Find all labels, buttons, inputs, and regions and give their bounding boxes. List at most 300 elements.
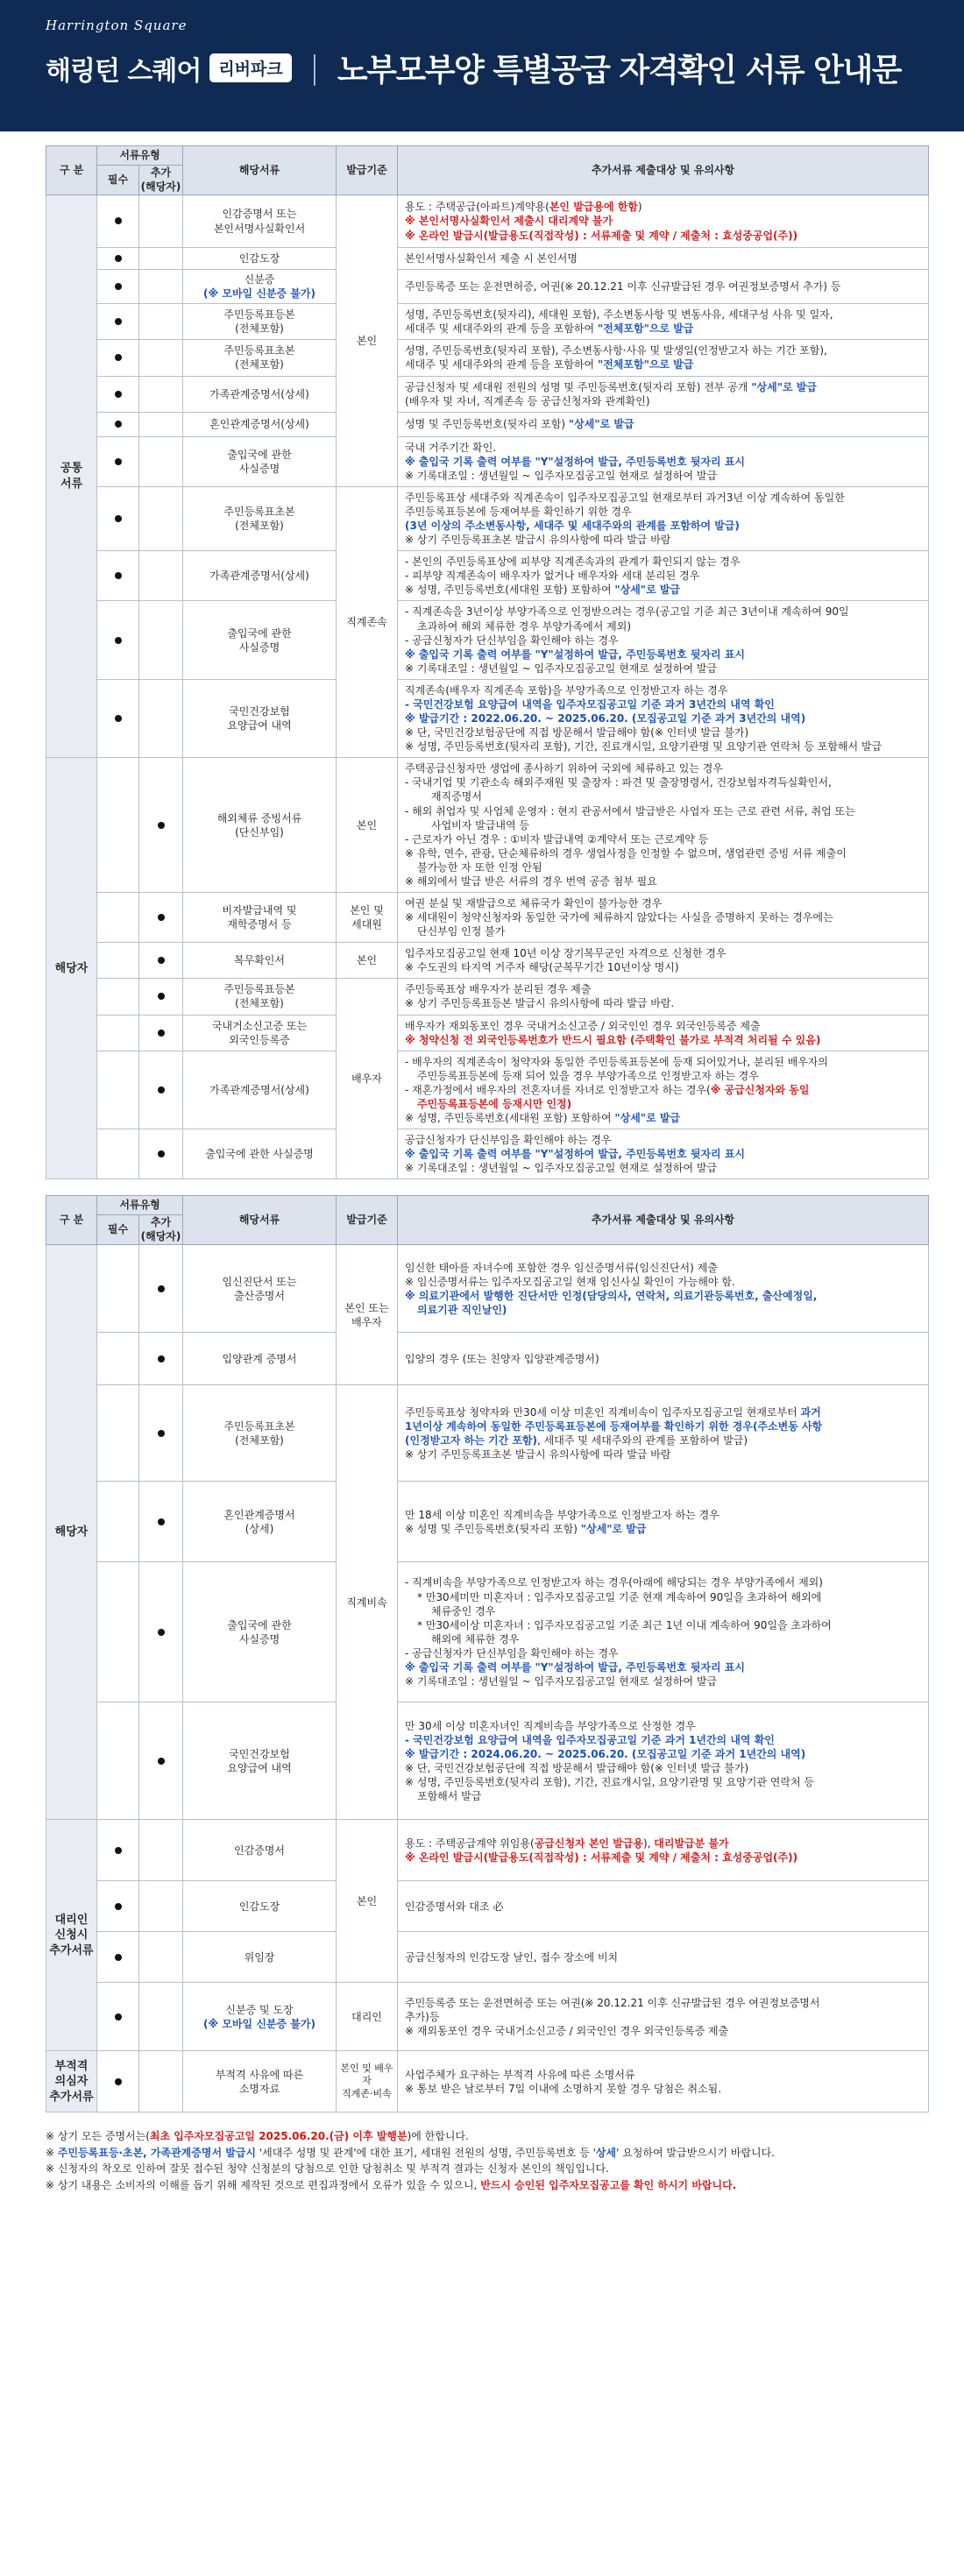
text-line: [405, 697, 921, 711]
text-line: [187, 1632, 332, 1646]
document-name: [183, 1820, 337, 1881]
additional-dot: [158, 1086, 165, 1093]
col-basis: 발급기준: [337, 146, 398, 195]
text-line: [405, 874, 921, 888]
basis-self: 본인: [337, 943, 398, 979]
text-line: [405, 2010, 921, 2024]
text-line: [405, 519, 921, 533]
notes-cell: [398, 1562, 929, 1702]
text-segment: 공급신청자 본인 발급용: [534, 1836, 643, 1850]
text-segment: 만 30세 이상 미혼자녀인 직계비속을 부양가족으로 산정한 경우: [405, 1719, 696, 1732]
text-segment: 재학증명서 등: [227, 918, 292, 931]
text-segment: ※ 상기 주민등록표초본 발급시 유의사항에 따라 발급 바람: [405, 1447, 671, 1461]
text-segment: ※ 공급신청자와 동일: [710, 1083, 810, 1096]
col-notes: 추가서류 제출대상 및 유의사항: [398, 1196, 929, 1245]
text-segment: ※ 의료기관에서 발행한 진단서만 인정(담당의사, 연락처, 의료기관등록번호, 출산예정일,: [405, 1289, 818, 1302]
document-name: [183, 1932, 337, 1983]
text-line: [187, 417, 332, 431]
text-segment: 복무확인서: [234, 954, 285, 967]
text-segment: 직계존속(배우자 직계존속 포함)을 부양가족으로 인정받고자 하는 경우: [405, 683, 728, 697]
text-segment: (전체포함): [235, 358, 284, 372]
text-segment: ※ 청약신청 전 외국인등록번호가 반드시 필요함 (주택확인 불가로 부적격 처리될 수 있음): [405, 1033, 821, 1046]
text-segment: 위임장: [244, 1950, 275, 1964]
text-segment: "상세"로 발급: [751, 380, 817, 393]
text-line: [187, 1747, 332, 1761]
text-line: [405, 1069, 921, 1083]
text-line: [405, 711, 921, 725]
additional-dot: [158, 1430, 165, 1437]
text-segment: ※ 성명, 주민등록번호(세대원 포함) 포함하여: [405, 1111, 615, 1124]
text-segment: (인정받고자 하는 기간 포함): [405, 1433, 538, 1447]
text-line: [405, 533, 921, 547]
text-line: [187, 322, 332, 336]
text-line: [405, 1836, 921, 1851]
text-segment: 출입국에 관한 사실증명: [205, 1148, 314, 1161]
text-line: [405, 308, 921, 322]
notes-cell: [398, 1333, 929, 1385]
text-line: [405, 280, 921, 294]
text-segment: 해외체류 증빙서류: [216, 811, 302, 824]
document-name: [183, 2051, 337, 2112]
text-segment: ※ 상기 주민등록표초본 발급시 유의사항에 따라 발급 바람: [405, 534, 671, 547]
text-segment: 만 18세 이상 미혼인 직계비속을 부양가족으로 인정받고자 하는 경우: [405, 1508, 719, 1521]
notes-cell: [398, 248, 929, 270]
text-segment: "상세"로 발급: [580, 1522, 647, 1535]
text-segment: ※ 본인서명사실확인서 제출시 대리계약 불가: [405, 215, 613, 228]
document-name: [183, 1983, 337, 2051]
text-line: [187, 569, 332, 583]
required-dot: [115, 391, 122, 398]
text-line: [405, 1660, 921, 1674]
text-line: [405, 846, 921, 860]
text-segment: 주민등록표등본에 등재 되어 있을 경우 부양가족으로 인정받고자 하는 경우: [417, 1069, 759, 1082]
document-name: [183, 1482, 337, 1562]
text-segment: - 배우자의 직계존속이 청약자와 동일한 주민등록표등본에 등재 되어있거나, 분리된 배우자의: [405, 1055, 828, 1068]
text-segment: ※ 신청자의 착오로 인하여 잘못 접수된 청약 신청분의 당첨으로 인한 당첨취소 및 부적격 결과는 신청자 본인의 책임입니다.: [46, 2162, 609, 2176]
text-segment: 주민등록증 또는 운전면허증 또는 여권(※ 20.12.21 이후 신규발급된 경우 여권정보증명서: [405, 1996, 820, 2009]
text-segment: 국민건강보험: [229, 704, 290, 718]
document-name: [183, 412, 337, 436]
col-doc-type: 서류유형: [97, 1196, 183, 1215]
text-segment: 대리발급분 불가: [654, 1836, 729, 1850]
text-segment: (※ 모바일 신분증 불가): [203, 2017, 315, 2030]
text-line: [405, 1289, 921, 1303]
text-line: [405, 633, 921, 648]
text-segment: * 만30세미만 미혼자녀 : 입주자모집공고일 기준 현재 계속하여 90일을 초과하여 해외에: [417, 1590, 822, 1603]
text-segment: - 직계존속을 3년이상 부양가족으로 인정받으려는 경우(공고일 기준 최근 3년이내 계속하여 90일: [405, 605, 849, 619]
text-line: [187, 1522, 332, 1536]
text-segment: 주민등록표상 배우자가 분리된 경우 제출: [405, 983, 592, 996]
text-segment: 용도 : 주택공급(아파트)계약용(: [405, 201, 549, 214]
text-segment: 세대주 및 세대주와의 관계 등을 포함하여: [405, 322, 598, 336]
text-line: [405, 214, 921, 228]
document-name: [183, 1562, 337, 1702]
text-segment: - 국민건강보험 요양급여 내역을 입주자모집공고일 기준 과거 3년간의 내역 확인: [405, 697, 775, 711]
text-line: [405, 1575, 921, 1589]
document-name: [183, 376, 337, 412]
text-segment: "상세"로 발급: [614, 1111, 681, 1124]
text-line: [187, 1033, 332, 1047]
text-line: [187, 222, 332, 236]
text-line: [405, 1019, 921, 1033]
text-line: [187, 2003, 332, 2017]
text-line: [405, 357, 921, 372]
text-segment: 인감도장: [238, 1900, 280, 1913]
text-segment: 공급신청자의 인감도장 날인, 접수 장소에 비치: [405, 1950, 619, 1964]
basis-ascendant: 직계존속: [337, 486, 398, 757]
basis-agent: 대리인: [337, 1983, 398, 2051]
text-line: [187, 1289, 332, 1303]
text-segment: ※ 단, 국민건강보험공단에 직접 방문해서 발급해야 함(※ 인터넷 발급 불가): [405, 726, 749, 740]
text-segment: - 피부양 직계존속이 배우자가 없거나 배우자와 세대 분리된 경우: [405, 570, 700, 583]
col-gubun: 구 분: [46, 146, 97, 195]
required-dot: [115, 515, 122, 522]
notes-cell: [398, 304, 929, 340]
notes-cell: [398, 436, 929, 486]
col-doc-type: 서류유형: [97, 146, 183, 166]
text-line: [405, 804, 921, 818]
required-dot: [115, 354, 122, 361]
text-segment: 주민등록표상 세대주와 직계존속이 입주자모집공고일 현재로부터 과거3년 이상 계속하여 동일한: [405, 491, 845, 504]
required-dot: [115, 255, 122, 262]
additional-dot: [158, 1285, 165, 1292]
notes-cell: [398, 551, 929, 601]
text-line: [405, 1851, 921, 1865]
text-line: [187, 207, 332, 221]
text-segment: * 만30세이상 미혼자녀 : 입주자모집공고일 기준 최근 1년 이내 계속하여 90일을 초과하여: [417, 1618, 832, 1631]
text-line: [187, 1083, 332, 1097]
text-segment: 비자발급내역 및: [222, 904, 297, 916]
text-segment: 혼인관계증명서(상세): [209, 418, 309, 431]
text-segment: ※ 발급기간 : 2022.06.20. ~ 2025.06.20. (모집공고일 기준 과거 3년간의 내역): [405, 712, 806, 725]
text-line: [187, 357, 332, 372]
text-segment: 추가)등: [405, 2010, 440, 2023]
document-name: [183, 304, 337, 340]
text-segment: ※ 임신증명서류는 입주자모집공고일 현재 임신사실 확인이 가능해야 함.: [405, 1275, 735, 1288]
text-line: [405, 1097, 921, 1111]
text-line: [405, 469, 921, 483]
text-segment: (전체포함): [235, 520, 284, 533]
text-segment: 주민등록표등본: [223, 308, 295, 322]
text-segment: 인감증명서와 대조 必: [405, 1900, 504, 1913]
text-segment: 입양의 경우 (또는 친양자 입양관계증명서): [405, 1352, 599, 1365]
text-segment: ※ 통보 받은 날로부터 7일 이내에 소명하지 못할 경우 당첨은 취소됨.: [405, 2082, 722, 2095]
text-line: [405, 946, 921, 960]
text-line: [187, 1147, 332, 1161]
text-segment: 사실증명: [238, 640, 280, 654]
document-name: [183, 1881, 337, 1932]
text-segment: 입주자모집공고일 현재 10년 이상 장기복무군인 자격으로 신청한 경우: [405, 947, 727, 960]
text-line: [187, 917, 332, 931]
text-line: [405, 322, 921, 336]
text-segment: ※ 성명, 주민등록번호(뒷자리 포함), 기간, 진료개시일, 요양기관명 및 요양기관 연락처 등: [405, 1775, 814, 1788]
text-line: [187, 505, 332, 519]
required-dot: [115, 217, 122, 224]
text-segment: 공급신청자가 단신부임을 확인해야 하는 경우: [405, 1134, 612, 1147]
notes-cell: [398, 1983, 929, 2051]
text-segment: 요양급여 내역: [227, 1761, 292, 1774]
text-segment: 여권 분실 및 재발급으로 체류국가 확인이 불가능한 경우: [405, 896, 663, 909]
text-line: [405, 1618, 921, 1632]
brand-logo: Harrington Square: [46, 18, 188, 33]
text-segment: 출산증명서: [234, 1289, 285, 1302]
text-segment: 체류중인 경우: [431, 1604, 496, 1617]
document-name: [183, 979, 337, 1015]
document-name: [183, 892, 337, 942]
document-name: [183, 758, 337, 893]
text-line: [405, 1111, 921, 1125]
text-segment: - 직계비속을 부양가족으로 인정받고자 하는 경우(아래에 해당되는 경우 부양가족에서 제외): [405, 1576, 823, 1589]
text-segment: ※ 출입국 기록 출력 여부를 "Y"설정하여 발급, 주민등록번호 뒷자리 표시: [405, 1148, 746, 1161]
text-segment: ※ 기록대조일 : 생년월일 ~ 입주자모집공고일 현재로 설정하여 발급: [405, 662, 718, 675]
text-segment: 성명 및 주민등록번호(뒷자리 포함): [405, 418, 569, 431]
text-segment: 가족관계증명서(상세): [209, 570, 309, 583]
document-name: [183, 248, 337, 270]
text-segment: (상세): [245, 1522, 274, 1535]
text-segment: 인감도장: [238, 252, 280, 265]
text-segment: ※ 성명, 주민등록번호(세대원 포함) 포함하여: [405, 584, 615, 597]
required-dot: [115, 318, 122, 325]
text-segment: 배우자가 재외동포인 경우 국내거소신고증 / 외국인인 경우 외국인등록증 제출: [405, 1019, 761, 1032]
text-segment: 주민등록표등·초본, 가족관계증명서 발급시: [57, 2146, 257, 2159]
text-line: [187, 448, 332, 462]
text-segment: (배우자 및 자녀, 직계존속 등 공급신청자와 관계확인): [405, 394, 650, 407]
text-line: [187, 704, 332, 718]
text-segment: ),: [642, 1836, 655, 1850]
text-line: [405, 555, 921, 569]
text-line: [46, 2145, 929, 2162]
documents-table-1: [46, 145, 929, 1179]
text-line: [405, 1303, 921, 1317]
text-line: [405, 441, 921, 455]
text-segment: ※ 상기 모든 증명서는(: [46, 2130, 150, 2143]
text-line: [405, 1900, 921, 1914]
col-basis: 발급기준: [337, 1196, 398, 1245]
text-line: [405, 455, 921, 469]
required-dot: [115, 715, 122, 722]
text-line: [187, 1950, 332, 1964]
required-dot: [115, 421, 122, 428]
additional-dot: [158, 1758, 165, 1765]
text-segment: ※ 재외동포인 경우 국내거소신고증 / 외국인인 경우 외국인등록증 제출: [405, 2024, 729, 2037]
text-segment: 출입국에 관한: [227, 626, 292, 640]
text-line: [187, 2068, 332, 2082]
basis-self: 본인: [337, 1820, 398, 1983]
header-banner: [0, 0, 964, 131]
text-segment: - 국내기업 및 기관소속 해외주재원 및 출장자 : 파견 및 출장명령서, 건강보험자격득실확인서,: [405, 776, 832, 789]
required-dot: [115, 1903, 122, 1910]
document-name: [183, 270, 337, 304]
basis-self: 본인: [337, 758, 398, 893]
text-segment: 성명, 주민등록번호(뒷자리 포함), 주소변동사항·사유 및 발생일(인정받고자 하는 기간 포함),: [405, 344, 827, 357]
notes-cell: [398, 979, 929, 1015]
notes-cell: [398, 1881, 929, 1932]
text-segment: ※ 유학, 연수, 관광, 단순체류하의 경우 생업사정을 인정할 수 없으며, 생업관련 증빙 서류 제출이: [405, 846, 847, 860]
text-line: [405, 1646, 921, 1660]
text-line: [405, 1055, 921, 1069]
text-segment: 1년이상 계속하여 동일한 주민등록표등본에 등재여부를 확인하기 위한 경우(주소변동 사항: [405, 1419, 823, 1433]
notes-cell: [398, 486, 929, 550]
text-line: [187, 1019, 332, 1033]
text-segment: - 재혼가정에서 배우자의 전혼자녀를 자녀로 인정받고자 하는 경우(: [405, 1083, 711, 1096]
text-segment: ※ 출입국 기록 출력 여부를 "Y"설정하여 발급, 주민등록번호 뒷자리 표시: [405, 648, 746, 661]
text-segment: 최초 입주자모집공고일 2025.06.20.(금) 이후 발행분: [149, 2130, 408, 2143]
document-name: [183, 436, 337, 486]
text-segment: , 세대주 및 세대주와의 관계를 포함하여 발급): [537, 1433, 748, 1447]
text-line: [46, 2161, 929, 2177]
required-dot: [115, 637, 122, 644]
text-line: [405, 200, 921, 214]
additional-dot: [158, 957, 165, 964]
text-segment: 주민등록표등본: [223, 983, 295, 996]
text-segment: (3년 이상의 주소변동사항, 세대주 및 세대주와의 관계를 포함하여 발급): [405, 520, 740, 533]
text-segment: 요양급여 내역: [227, 719, 292, 732]
text-segment: 주민등록표초본: [223, 344, 295, 357]
text-segment: ※ 상기 내용은 소비자의 이해를 돕기 위해 제작된 것으로 편집과정에서 오류가 있을 수 있으니,: [46, 2179, 481, 2192]
text-segment: 신분증: [244, 273, 275, 287]
text-segment: ※ 성명 및 주민등록번호(뒷자리 포함): [405, 1522, 581, 1535]
text-line: [187, 626, 332, 640]
text-line: [187, 1508, 332, 1522]
text-line: [46, 2128, 929, 2145]
additional-dot: [158, 1030, 165, 1037]
text-line: [405, 1950, 921, 1964]
text-segment: "상세"로 발급: [568, 418, 634, 431]
text-line: [187, 1275, 332, 1289]
footer-notes: [46, 2128, 929, 2193]
text-segment: 반드시 승인된 입주자모집공고를 확인 하시기 바랍니다.: [480, 2179, 737, 2192]
text-segment: (전체포함): [235, 1433, 284, 1447]
page-title: 노부모부양 특별공급 자격확인 서류 안내문: [337, 53, 901, 88]
text-segment: 단신부임 인정 불가: [417, 925, 506, 938]
text-segment: 주민등록증 또는 운전면허증, 여권(※ 20.12.21 이후 신규발급된 경우 여권정보증명서 추가) 등: [405, 280, 841, 294]
document-name: [183, 551, 337, 601]
basis-self: 본인: [337, 195, 398, 487]
text-line: [187, 287, 332, 301]
text-line: [187, 996, 332, 1010]
text-segment: 인감증명서: [234, 1844, 285, 1857]
text-line: [405, 1632, 921, 1646]
text-segment: 의료기관 직인날인): [417, 1303, 507, 1316]
notes-cell: [398, 412, 929, 436]
required-dot: [115, 1847, 122, 1854]
text-segment: ※ 온라인 발급시(발급용도(직접작성) : 서류제출 및 계약 / 제출처 : 효성중공업(주)): [405, 1851, 798, 1864]
text-segment: 초과하여 해외 체류한 경우 부양가족에서 제외): [417, 619, 632, 633]
text-line: [405, 818, 921, 832]
text-line: [405, 1522, 921, 1536]
text-segment: ※ 상기 주민등록표등본 발급시 유의사항에 따라 발급 바람.: [405, 997, 675, 1010]
additional-dot: [158, 1518, 165, 1525]
text-line: [405, 1133, 921, 1147]
text-segment: - 공급신청자가 단신부임을 확인해야 하는 경우: [405, 1646, 619, 1660]
additional-dot: [158, 822, 165, 829]
text-segment: 가족관계증명서(상세): [209, 387, 309, 400]
text-segment: ※ 온라인 발급시(발급용도(직접작성) : 서류제출 및 계약 / 제출처 : 효성중공업(주)): [405, 229, 798, 242]
title-separator: |: [308, 50, 320, 86]
basis-descendant: 직계비속: [337, 1385, 398, 1820]
text-line: [405, 896, 921, 910]
text-line: [405, 725, 921, 740]
text-segment: 세대주 및 세대주와의 관계 등을 포함하여: [405, 358, 598, 372]
text-segment: ※ 수도권의 타지역 거주자 해당(군복무기간 10년이상 명시): [405, 961, 679, 974]
required-dot: [115, 283, 122, 290]
text-segment: 주민등록표상 청약자와 만30세 이상 미혼인 직계비속이 입주자모집공고일 현재로부터: [405, 1405, 801, 1419]
group-agent: 대리인 신청시 추가서류: [46, 1820, 97, 2051]
notes-cell: [398, 1482, 929, 1562]
text-segment: 상세: [595, 2146, 617, 2159]
text-line: [405, 832, 921, 846]
text-line: [405, 1405, 921, 1419]
text-line: [405, 910, 921, 924]
text-segment: 출입국에 관한: [227, 1618, 292, 1631]
text-segment: "전체포함"으로 발급: [597, 358, 694, 372]
notes-cell: [398, 270, 929, 304]
text-line: [405, 1419, 921, 1433]
notes-cell: [398, 943, 929, 979]
text-segment: 국내 거주기간 확인.: [405, 441, 497, 454]
text-segment: 인감증명서 또는: [222, 208, 297, 221]
required-dot: [115, 1954, 122, 1961]
text-line: [405, 343, 921, 357]
text-segment: - 해외 취업자 및 사업체 운영자 : 현지 관공서에서 발급받은 사업자 또는 근로 관련 서류, 취업 또는: [405, 804, 855, 817]
group-ineligible: 부적격 의심자 추가서류: [46, 2051, 97, 2112]
col-document: 해당서류: [183, 146, 337, 195]
text-segment: ' 요청하여 발급받으시기 바랍니다.: [616, 2146, 775, 2159]
text-segment: - 본인의 주민등록표상에 피부양 직계존속과의 관계가 확인되지 않는 경우: [405, 556, 741, 569]
col-additional: 추가 (해당자): [139, 166, 183, 195]
text-segment: 외국인등록증: [229, 1033, 290, 1046]
notes-cell: [398, 758, 929, 893]
col-additional: 추가 (해당자): [139, 1215, 183, 1245]
document-name: [183, 1333, 337, 1385]
document-name: [183, 486, 337, 550]
text-line: [405, 775, 921, 789]
text-line: [405, 761, 921, 775]
text-line: [187, 1900, 332, 1914]
notes-cell: [398, 2051, 929, 2112]
basis-ineligible: 본인 및 배우자 직계존·비속: [337, 2051, 398, 2112]
text-line: [187, 272, 332, 287]
text-line: [405, 1674, 921, 1688]
text-segment: 소명자료: [238, 2082, 280, 2095]
text-segment: 국내거소신고증 또는: [211, 1019, 308, 1032]
text-segment: ※ 기록대조일 : 생년월일 ~ 입주자모집공고일 현재로 설정하여 발급: [405, 469, 718, 482]
col-required: 필수: [97, 1215, 139, 1245]
text-line: [405, 1508, 921, 1522]
text-segment: 사업비자 발급내역 등: [431, 818, 529, 832]
text-line: [187, 343, 332, 357]
text-segment: ※ 기록대조일 : 생년월일 ~ 입주자모집공고일 현재로 설정하여 발급: [405, 1162, 718, 1175]
text-line: [405, 740, 921, 754]
notes-cell: [398, 195, 929, 248]
additional-dot: [158, 993, 165, 1000]
text-segment: 본인 발급용에 한함: [549, 201, 638, 214]
text-segment: (전체포함): [235, 997, 284, 1010]
text-line: [405, 996, 921, 1010]
text-line: [405, 1147, 921, 1161]
text-segment: ※ 해외에서 발급 받은 서류의 경우 번역 공증 첨부 필요: [405, 874, 657, 888]
text-line: [405, 960, 921, 974]
text-segment: 성명, 주민등록번호(뒷자리), 세대원 포함), 주소변동사항 및 변동사유, 세대구성 사유 및 일자,: [405, 308, 833, 322]
document-name: [183, 943, 337, 979]
text-line: [405, 1083, 921, 1097]
document-name: [183, 1245, 337, 1333]
text-segment: (전체포함): [235, 322, 284, 336]
document-name: [183, 601, 337, 679]
text-segment: 과거: [800, 1405, 821, 1419]
notes-cell: [398, 1015, 929, 1051]
additional-dot: [158, 1150, 165, 1157]
